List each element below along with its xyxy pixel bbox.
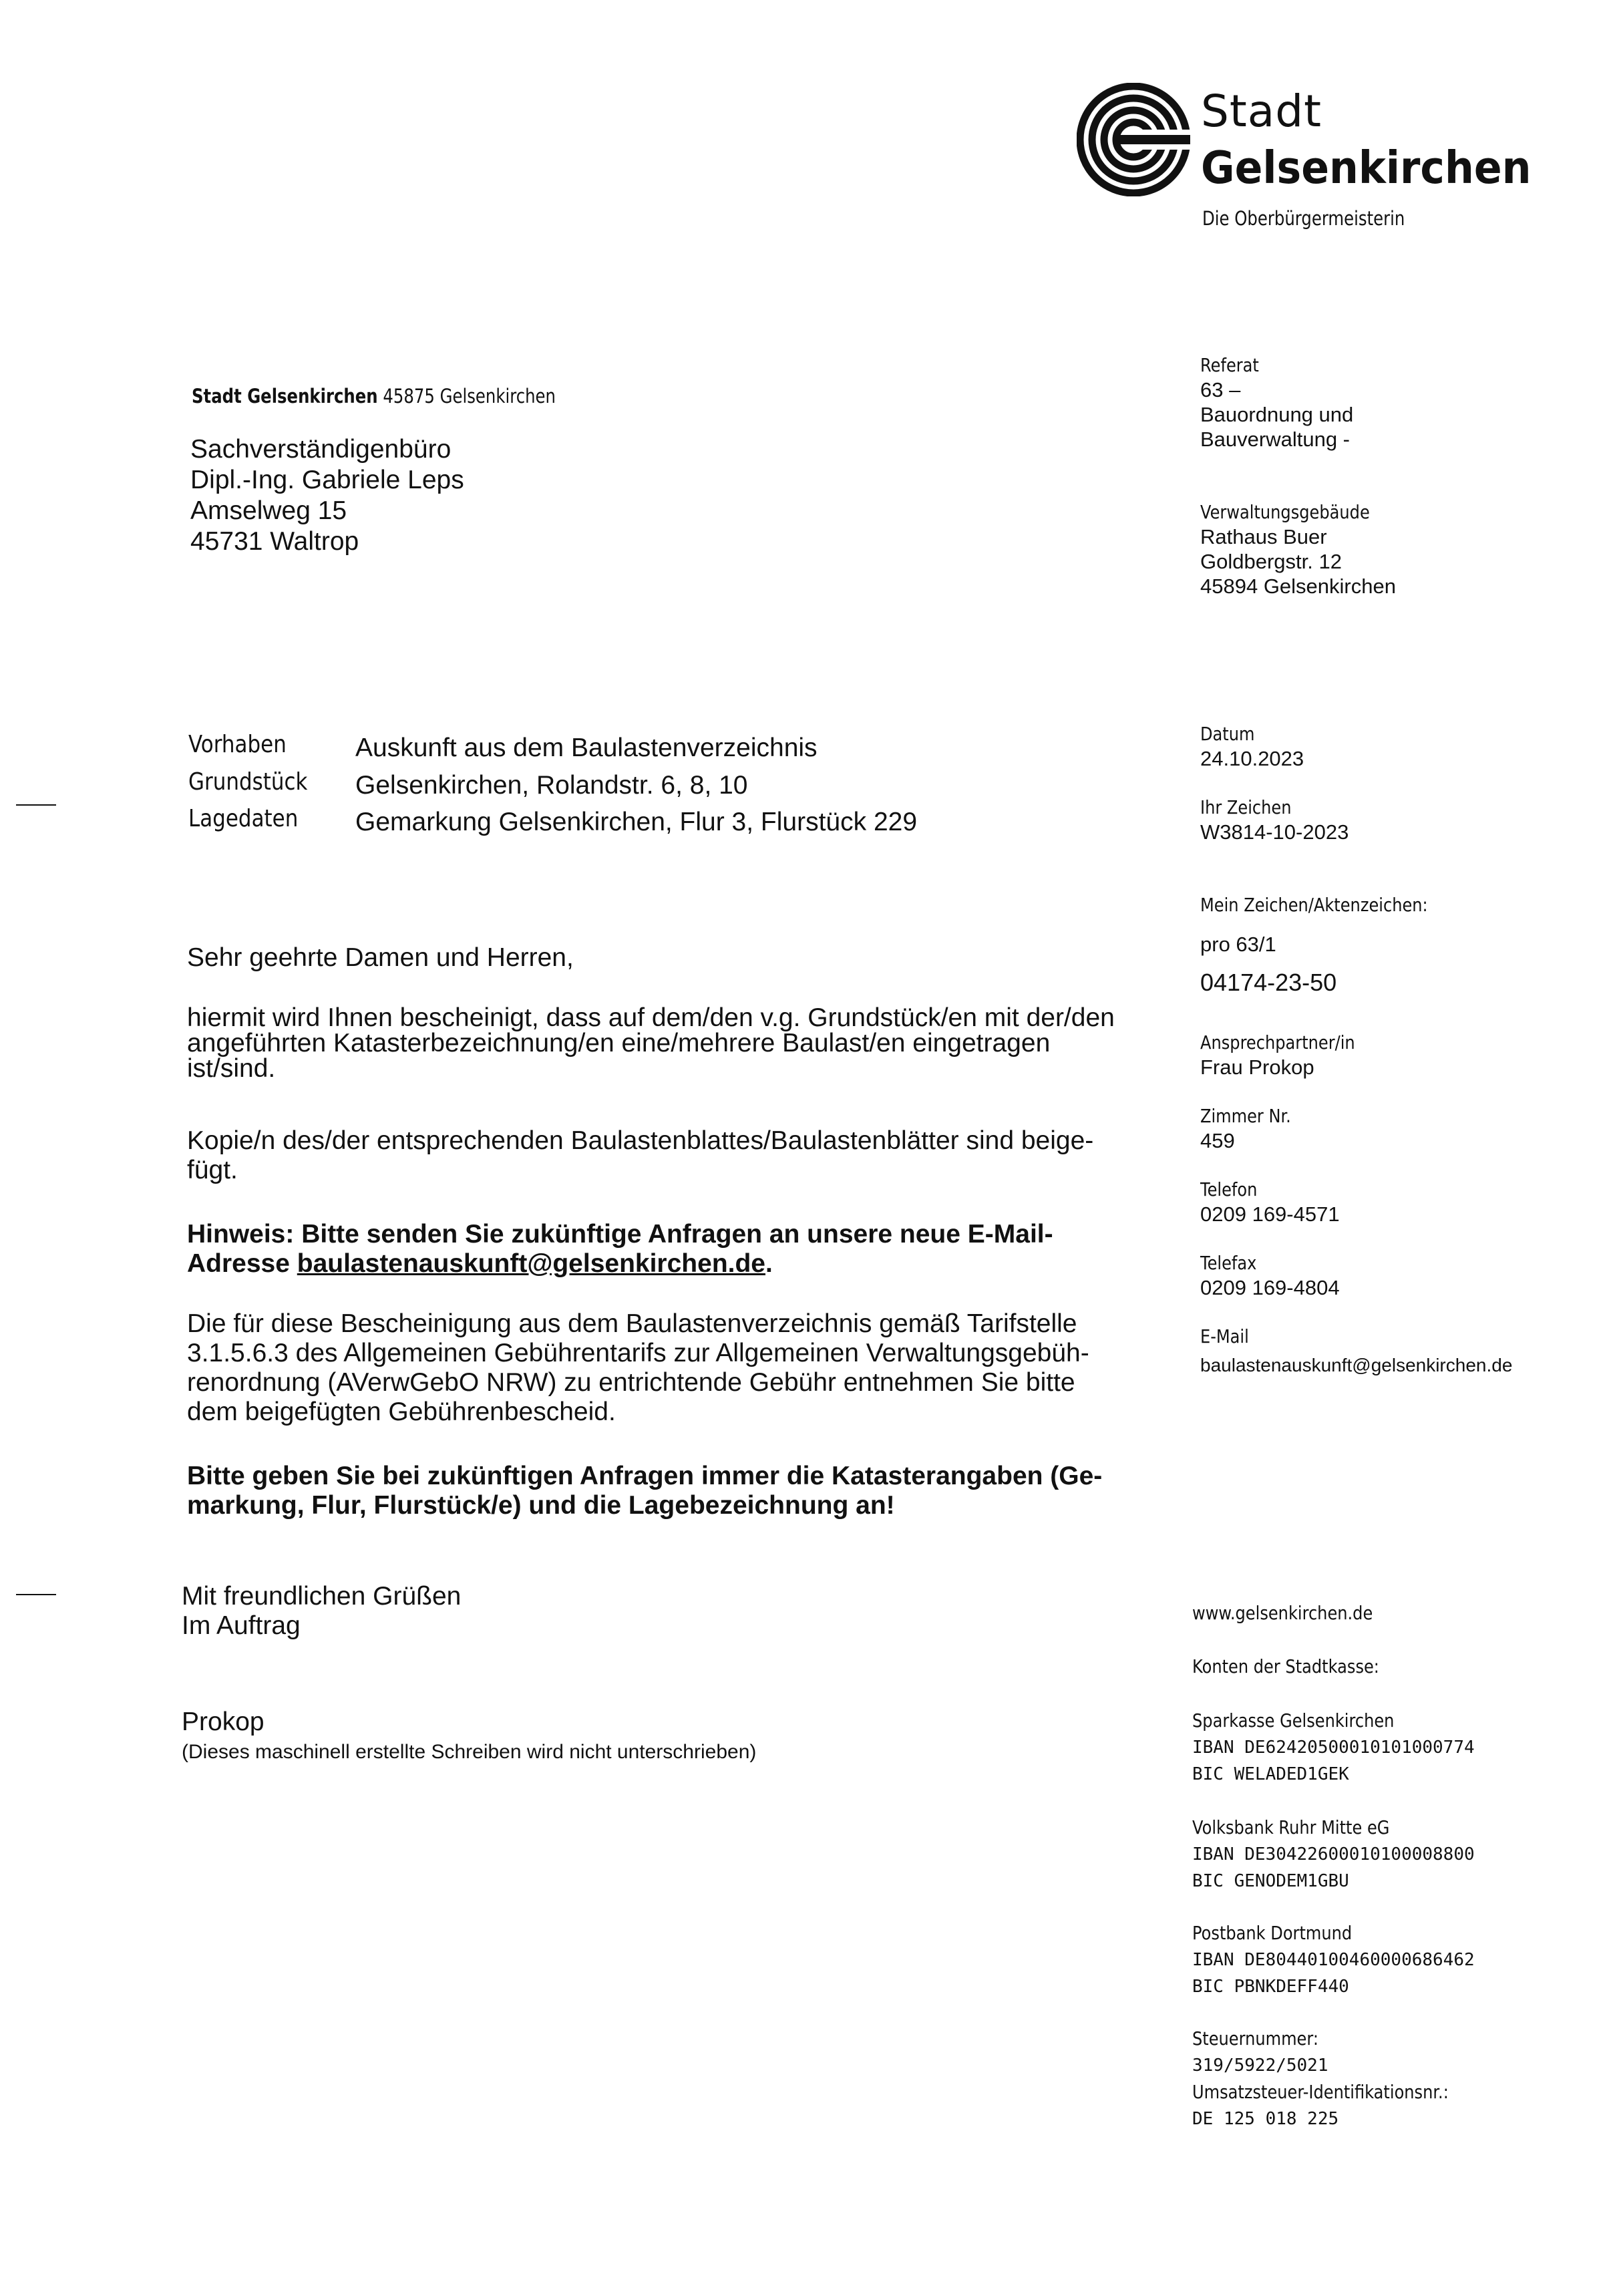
bank-block <box>1192 1920 1475 2000</box>
my-ref-block <box>1200 892 1465 995</box>
bank-iban: IBAN DE30422600010100008800 <box>1192 1844 1475 1864</box>
website[interactable]: www.gelsenkirchen.de <box>1192 1602 1373 1624</box>
bank-name: Volksbank Ruhr Mitte eG <box>1192 1816 1390 1838</box>
fold-mark <box>16 1594 56 1595</box>
date-value: 24.10.2023 <box>1200 747 1304 770</box>
paragraph-line: 3.1.5.6.3 des Allgemeinen Gebührentarifs zur Allgemeinen Verwaltungsgebüh- <box>187 1339 1089 1367</box>
room-value: 459 <box>1200 1129 1235 1152</box>
building-label: Verwaltungsgebäude <box>1200 501 1370 523</box>
phone-block <box>1200 1177 1340 1226</box>
recipient-line: Amselweg 15 <box>190 496 347 525</box>
paragraph-line: Kopie/n des/der entsprechenden Baulastenblattes/Baulastenblätter sind beige- <box>187 1126 1094 1155</box>
subject-value-vorhaben: Auskunft aus dem Baulastenverzeichnis <box>355 733 818 762</box>
paragraph-line: markung, Flur, Flurstück/e) und die Lagebezeichnung an! <box>187 1491 895 1520</box>
contact-block <box>1200 1030 1380 1080</box>
hint-line <box>187 1249 1149 1279</box>
my-ref-line1: pro 63/1 <box>1200 933 1276 956</box>
logo-text-city: Gelsenkirchen <box>1201 142 1532 194</box>
sender-line <box>192 385 556 407</box>
paragraph-line: renordnung (AVerwGebO NRW) zu entrichtende Gebühr entnehmen Sie bitte <box>187 1368 1075 1397</box>
paragraph-certification <box>187 1003 1149 1084</box>
bank-name: Sparkasse Gelsenkirchen <box>1192 1709 1395 1732</box>
sender-name: Stadt Gelsenkirchen <box>192 385 378 407</box>
accounts-label: Konten der Stadtkasse: <box>1192 1655 1379 1677</box>
bank-name: Postbank Dortmund <box>1192 1922 1353 1944</box>
paragraph-request-note <box>187 1462 1149 1520</box>
closing <box>182 1582 1143 1641</box>
recipient-line: Sachverständigenbüro <box>190 435 452 464</box>
bank-block <box>1192 1814 1475 1895</box>
paragraph-line: hiermit wird Ihnen bescheinigt, dass auf dem/den v.g. Grundstück/en mit der/den <box>187 1003 1115 1032</box>
bank-iban: IBAN DE80440100460000686462 <box>1192 1950 1475 1970</box>
header-subtitle: Die Oberbürgermeisterin <box>1202 207 1405 230</box>
fax-block <box>1200 1251 1340 1300</box>
phone-value: 0209 169-4571 <box>1200 1202 1340 1226</box>
subject-label-grundstueck: Grundstück <box>188 768 308 796</box>
signer-name: Prokop <box>182 1707 264 1736</box>
building-block <box>1200 500 1397 599</box>
sender-address: 45875 Gelsenkirchen <box>383 385 556 407</box>
subject-value-grundstueck: Gelsenkirchen, Rolandstr. 6, 8, 10 <box>355 771 748 800</box>
department-label: Referat <box>1200 354 1259 376</box>
recipient-address <box>190 434 464 557</box>
date-label: Datum <box>1200 723 1255 745</box>
subject-label-vorhaben: Vorhaben <box>188 731 287 758</box>
paragraph-line: angeführten Katasterbezeichnung/en eine/mehrere Baulast/en eingetragen <box>187 1029 1051 1057</box>
department-line: 63 – <box>1200 378 1241 401</box>
building-line: Rathaus Buer <box>1200 525 1327 548</box>
contact-label: Ansprechpartner/in <box>1200 1031 1355 1053</box>
email-block <box>1200 1324 1512 1377</box>
paragraph-line: dem beigefügten Gebührenbescheid. <box>187 1398 616 1426</box>
paragraph-line: ist/sind. <box>187 1054 276 1083</box>
recipient-line: Dipl.-Ing. Gabriele Leps <box>190 466 464 494</box>
logo-text-stadt: Stadt <box>1201 86 1322 137</box>
fold-mark <box>16 804 56 806</box>
hint-paragraph <box>187 1220 1149 1279</box>
fax-label: Telefax <box>1200 1252 1257 1274</box>
signature-note: (Dieses maschinell erstellte Schreiben wird nicht unterschrieben) <box>182 1741 757 1763</box>
hint-suffix: . <box>765 1249 773 1278</box>
room-label: Zimmer Nr. <box>1200 1105 1291 1127</box>
vat-value: DE 125 018 225 <box>1192 2109 1339 2129</box>
hint-line: Hinweis: Bitte senden Sie zukünftige Anfragen an unsere neue E-Mail- <box>187 1220 1053 1249</box>
city-logo <box>1077 83 1190 196</box>
paragraph-copies <box>187 1126 1149 1185</box>
department-line: Bauverwaltung - <box>1200 428 1351 451</box>
fax-value: 0209 169-4804 <box>1200 1276 1340 1299</box>
closing-line: Im Auftrag <box>182 1611 301 1640</box>
hint-email-link[interactable]: baulastenauskunft@gelsenkirchen.de <box>297 1249 765 1278</box>
salutation: Sehr geehrte Damen und Herren, <box>187 943 574 972</box>
date-block <box>1200 721 1304 771</box>
bank-bic: BIC WELADED1GEK <box>1192 1764 1349 1784</box>
paragraph-line: fügt. <box>187 1156 238 1184</box>
recipient-line: 45731 Waltrop <box>190 527 359 556</box>
my-ref-line2: 04174-23-50 <box>1200 969 1337 996</box>
your-ref-value: W3814-10-2023 <box>1200 820 1349 844</box>
paragraph-line: Bitte geben Sie bei zukünftigen Anfragen immer die Katasterangaben (Ge- <box>187 1462 1103 1490</box>
vat-label: Umsatzsteuer-Identifikationsnr.: <box>1192 2081 1449 2103</box>
your-ref-block <box>1200 795 1349 844</box>
email-label: E-Mail <box>1200 1325 1249 1347</box>
your-ref-label: Ihr Zeichen <box>1200 796 1292 818</box>
subject-label-lagedaten: Lagedaten <box>188 805 299 832</box>
email-value: baulastenauskunft@gelsenkirchen.de <box>1200 1355 1513 1375</box>
paragraph-line: Die für diese Bescheinigung aus dem Baulastenverzeichnis gemäß Tarifstelle <box>187 1309 1077 1338</box>
department-block <box>1200 353 1353 452</box>
department-line: Bauordnung und <box>1200 403 1354 426</box>
building-line: 45894 Gelsenkirchen <box>1200 575 1396 598</box>
closing-line: Mit freundlichen Grüßen <box>182 1582 462 1611</box>
hint-prefix: Adresse <box>187 1249 297 1278</box>
tax-block <box>1192 2025 1490 2132</box>
bank-bic: BIC GENODEM1GBU <box>1192 1871 1349 1891</box>
bank-iban: IBAN DE62420500010101000774 <box>1192 1738 1475 1758</box>
bank-bic: BIC PBNKDEFF440 <box>1192 1977 1349 1997</box>
my-ref-label: Mein Zeichen/Aktenzeichen: <box>1200 894 1428 916</box>
room-block <box>1200 1104 1306 1153</box>
contact-value: Frau Prokop <box>1200 1055 1314 1079</box>
bank-block <box>1192 1707 1475 1788</box>
phone-label: Telefon <box>1200 1178 1258 1200</box>
subject-value-lagedaten: Gemarkung Gelsenkirchen, Flur 3, Flurstück 229 <box>355 808 918 836</box>
tax-label: Steuernummer: <box>1192 2027 1318 2049</box>
tax-value: 319/5922/5021 <box>1192 2056 1328 2076</box>
paragraph-fee <box>187 1309 1149 1427</box>
building-line: Goldbergstr. 12 <box>1200 550 1342 573</box>
